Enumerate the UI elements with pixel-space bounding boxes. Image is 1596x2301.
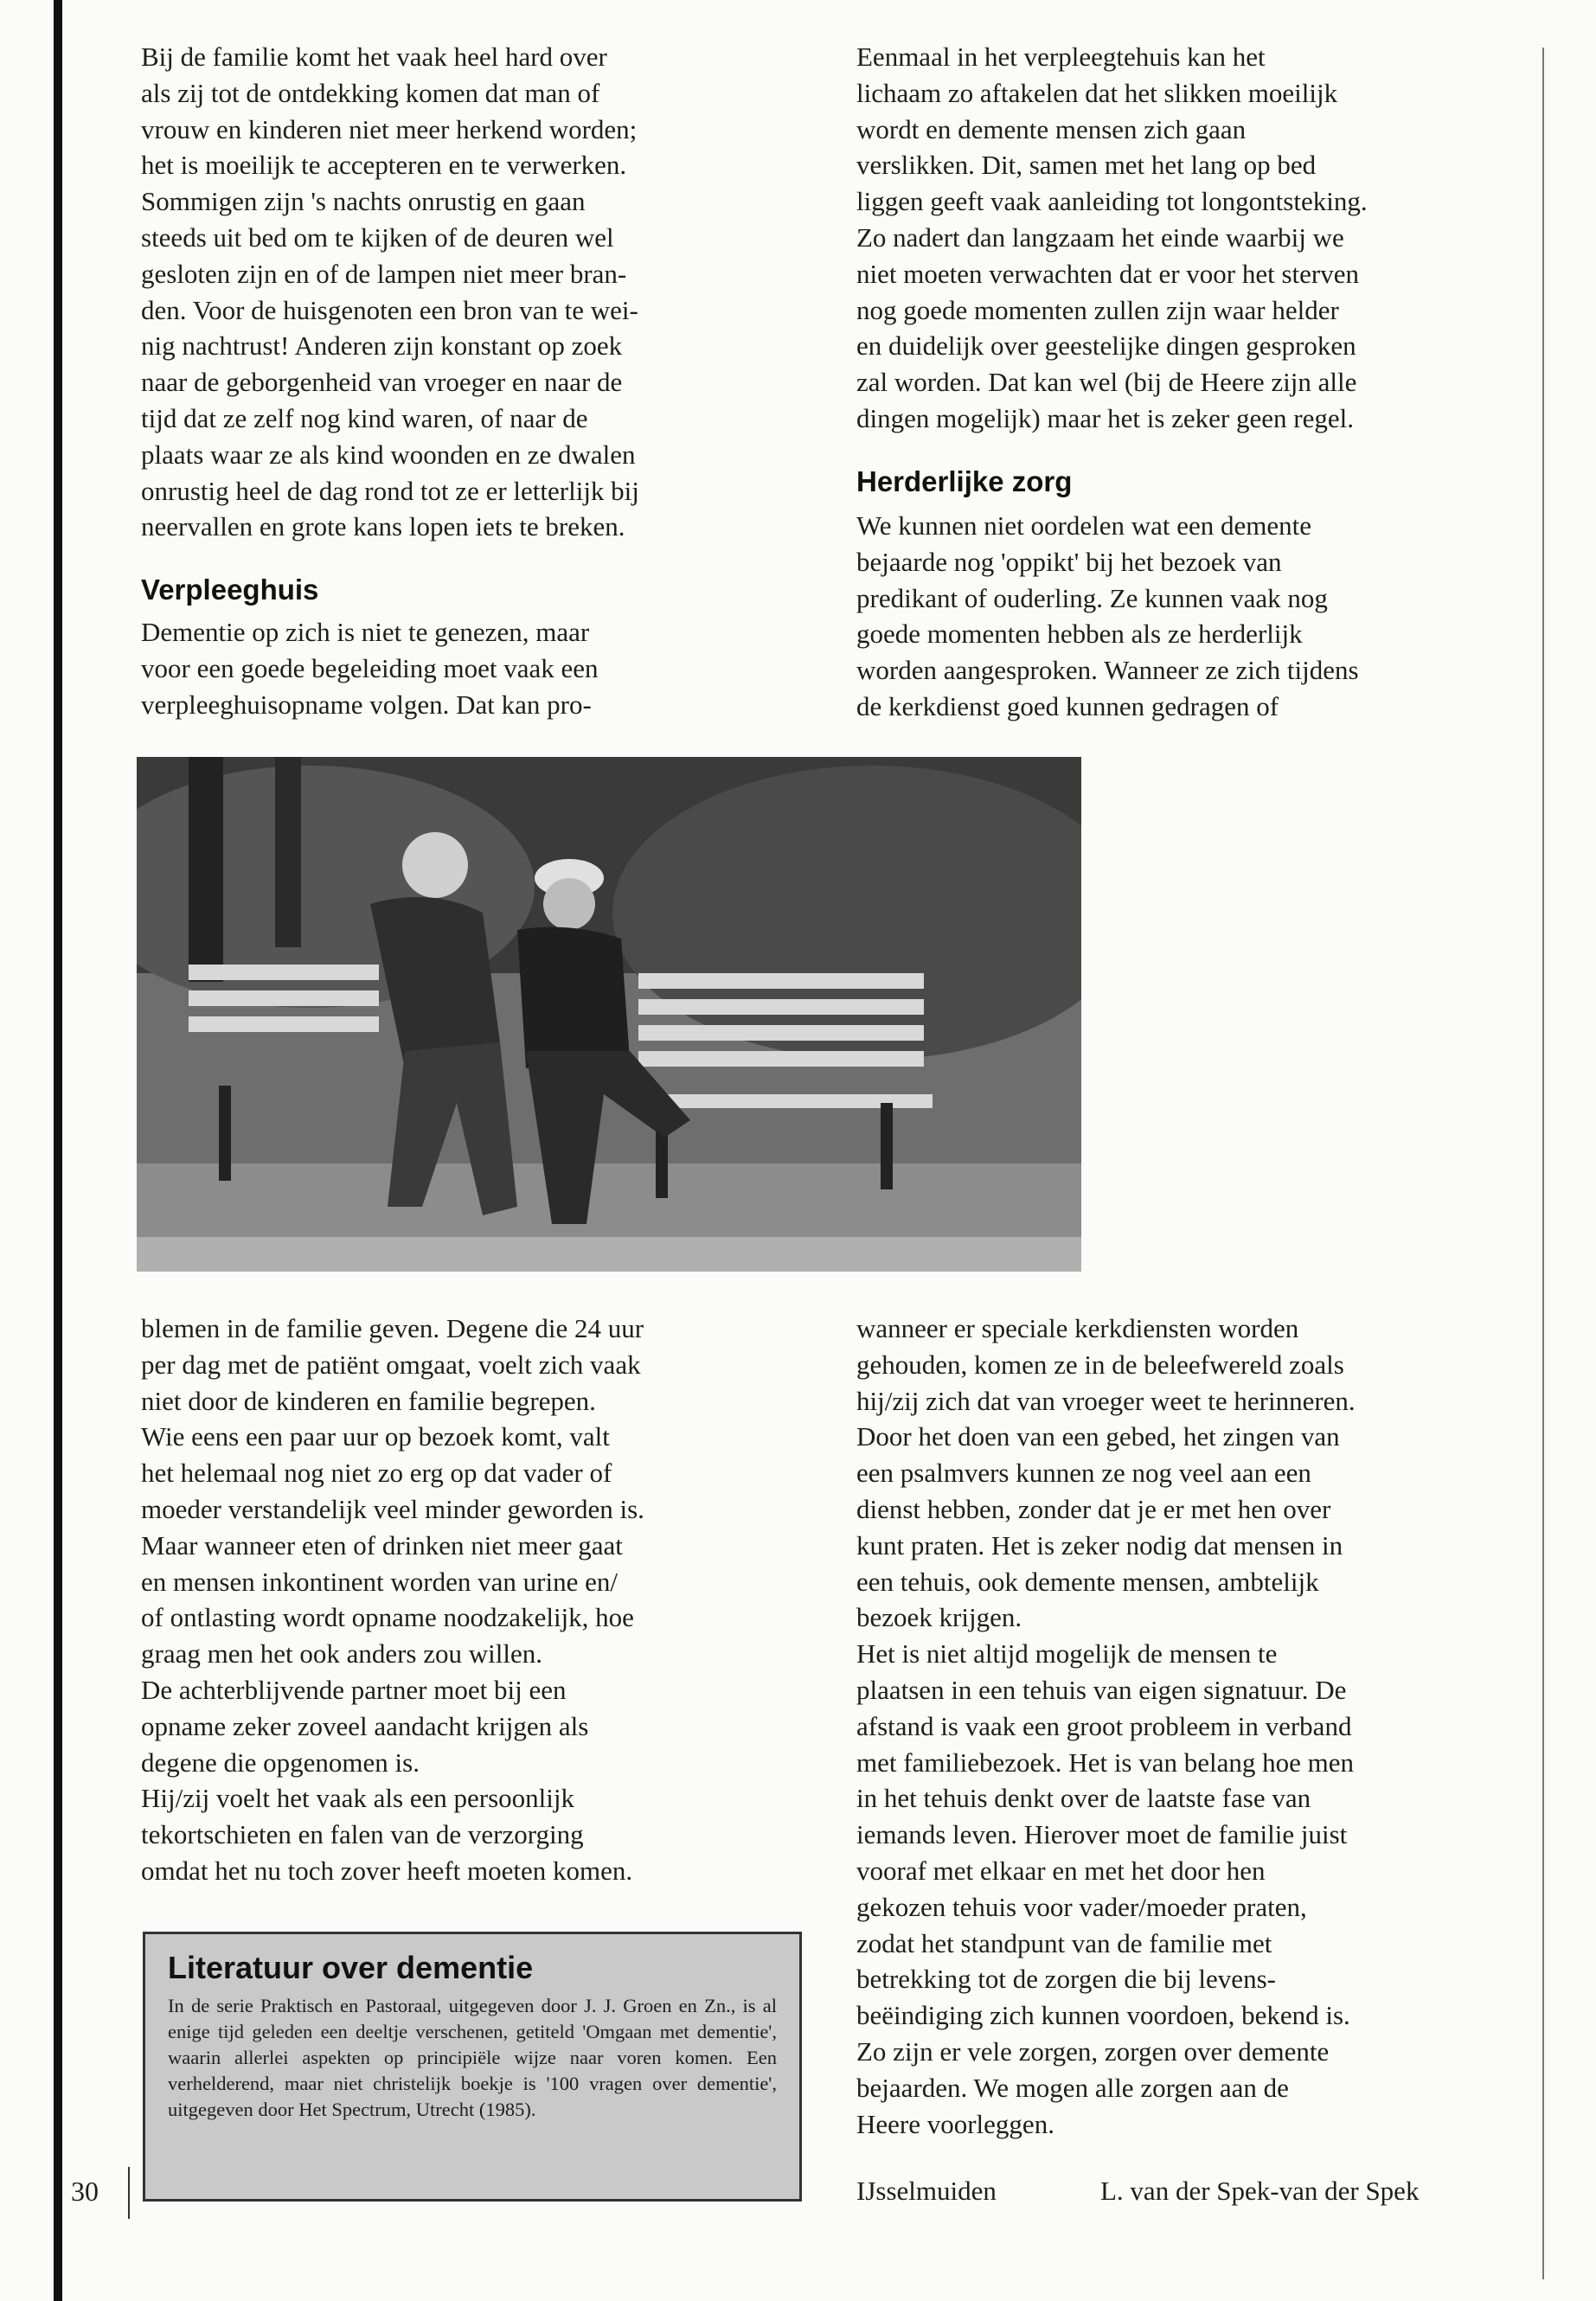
top-right-text [856,39,1368,437]
text-line: het is moeilijk te accepteren en te verwerken. [141,150,627,181]
top-left-text [141,39,639,545]
text-line: verslikken. Dit, samen met het lang op bed [856,150,1317,181]
text-line: lichaam zo aftakelen dat het slikken moeilijk [856,77,1338,108]
text-line: en duidelijk over geestelijke dingen gesproken [856,330,1356,362]
text-line: gehouden, komen ze in de beleefwereld zoals [856,1349,1344,1380]
verpleeghuis-text [141,614,599,722]
text-line: De achterblijvende partner moet bij een [141,1674,567,1705]
text-line: moeder verstandelijk veel minder geworden is. [141,1493,644,1524]
section-verpleeghuis [141,571,599,722]
signature-place: IJsselmuiden [856,2176,997,2206]
text-line: graag men het ook anders zou willen. [141,1638,542,1670]
text-line: verpleeghuisopname volgen. Dat kan pro- [141,689,592,720]
text-line: onrustig heel de dag rond tot ze er letterlijk bij [141,475,639,506]
text-line: voor een goede begeleiding moet vaak een [141,652,599,683]
text-line: Door het doen van een gebed, het zingen van [856,1421,1340,1452]
text-line: een psalmvers kunnen ze nog veel aan een [856,1458,1311,1489]
text-line: hij/zij zich dat van vroeger weet te herinneren. [856,1385,1356,1416]
text-line: tijd dat ze zelf nog kind waren, of naar de [141,402,588,433]
text-line: bejaarde nog 'oppikt' bij het bezoek van [856,546,1282,577]
page-edge-bar [54,0,62,2301]
text-line: Wie eens een paar uur op bezoek komt, valt [141,1421,610,1452]
text-line: plaats waar ze als kind woonden en ze dwalen [141,439,636,470]
photo-two-men-on-bench [137,757,1081,1272]
text-line: steeds uit bed om te kijken of de deuren wel [141,221,614,253]
text-line: nig nachtrust! Anderen zijn konstant op zoek [141,330,623,362]
text-line: wanneer er speciale kerkdiensten worden [856,1313,1299,1343]
text-line: naar de geborgenheid van vroeger en naar de [141,367,623,398]
section-herderlijke [856,463,1359,725]
text-line: als zij tot de ontdekking komen dat man of [141,77,600,108]
text-line: niet door de kinderen en familie begrepen. [141,1385,596,1416]
text-line: dienst hebben, zonder dat je er met hen over [856,1493,1331,1524]
text-line: gekozen tehuis voor vader/moeder praten, [856,1891,1307,1922]
text-line: opname zeker zoveel aandacht krijgen als [141,1710,589,1741]
text-line: Bij de familie komt het vaak heel hard over [141,42,607,72]
text-line: blemen in de familie geven. Degene die 24 uur [141,1313,644,1343]
text-line: Het is niet altijd mogelijk de mensen te [856,1638,1278,1670]
text-line: met familiebezoek. Het is van belang hoe men [856,1747,1355,1778]
text-line: plaatsen in een tehuis van eigen signatuur. De [856,1674,1347,1705]
text-line: beëindiging zich kunnen voordoen, bekend is. [856,2000,1350,2031]
signature-author: L. van der Spek-van der Spek [1100,2176,1420,2206]
text-line: bejaarden. We mogen alle zorgen aan de [856,2072,1289,2103]
literature-box [143,1932,802,2202]
text-line: omdat het nu toch zover heeft moeten komen. [141,1855,633,1886]
text-line: of ontlasting wordt opname noodzakelijk, hoe [141,1602,634,1633]
herderlijke-text [856,508,1359,725]
text-line: Eenmaal in het verpleegtehuis kan het [856,42,1266,72]
text-line: zal worden. Dat kan wel (bij de Heere zijn alle [856,367,1357,398]
text-line: wordt en demente mensen zich gaan [856,113,1247,144]
text-line: worden aangesproken. Wanneer ze zich tijdens [856,655,1359,686]
text-line: Dementie op zich is niet te genezen, maar [141,617,590,647]
text-line: vooraf met elkaar en met het door hen [856,1855,1266,1886]
text-line: Maar wanneer eten of drinken niet meer gaat [141,1529,623,1561]
page-number: 30 [71,2176,99,2207]
text-line: tekortschieten en falen van de verzorging [141,1819,584,1850]
text-line: nog goede momenten zullen zijn waar helder [856,294,1339,325]
text-line: zodat het standpunt van de familie met [856,1927,1272,1958]
heading-verpleeghuis: Verpleeghuis [141,574,319,606]
literature-title: Literatuur over dementie [168,1950,534,1985]
text-line: predikant of ouderling. Ze kunnen vaak nog [856,582,1328,613]
text-line: kunt praten. Het is zeker nodig dat mensen in [856,1529,1343,1561]
text-line: per dag met de patiënt omgaat, voelt zich vaak [141,1349,641,1380]
text-line: afstand is vaak een groot probleem in verband [856,1710,1352,1741]
heading-herderlijke-zorg: Herderlijke zorg [856,465,1073,497]
text-line: en mensen inkontinent worden van urine en/ [141,1566,618,1597]
bottom-right-text [856,1311,1356,2142]
text-line: Hij/zij voelt het vaak als een persoonlijk [141,1783,575,1814]
text-line: goede momenten hebben als ze herderlijk [856,619,1303,650]
text-line: den. Voor de huisgenoten een bron van te wei- [141,294,638,325]
text-line: liggen geeft vaak aanleiding tot longontsteking. [856,186,1368,217]
text-line: Zo nadert dan langzaam het einde waarbij we [856,221,1344,253]
text-line: We kunnen niet oordelen wat een demente [856,510,1312,541]
text-line: iemands leven. Hierover moet de familie juist [856,1819,1348,1850]
text-line: bezoek krijgen. [856,1602,1022,1633]
text-line: Zo zijn er vele zorgen, zorgen over demente [856,2035,1330,2067]
text-line: in het tehuis denkt over de laatste fase van [856,1783,1311,1814]
text-line: het helemaal nog niet zo erg op dat vader of [141,1458,612,1489]
text-line: de kerkdienst goed kunnen gedragen of [856,690,1279,721]
text-line: vrouw en kinderen niet meer herkend worden; [141,113,638,144]
text-line: betrekking tot de zorgen die bij levens- [856,1964,1276,1995]
text-line: degene die opgenomen is. [141,1747,420,1778]
text-line: Heere voorleggen. [856,2108,1054,2139]
literature-body: In de serie Praktisch en Pastoraal, uitgegeven door J. J. Groen en Zn., is al enige tijd geleden een deeltje verschenen, getiteld 'Omgaan met dementie', waarin allerlei aspekten op principiële wijze naar voren komen. Een verhelderend, maar niet christelijk boekje is '100 vragen over dementie', uitgegeven door Het Spectrum, Utrecht (1985). [168,1995,777,2120]
text-line: niet moeten verwachten dat er voor het sterven [856,258,1360,289]
bottom-left-text [141,1311,644,1889]
right-margin-line [1542,48,1544,2279]
text-line: neervallen en grote kans lopen iets te breken. [141,511,625,542]
text-line: een tehuis, ook demente mensen, ambtelijk [856,1566,1319,1597]
text-line: gesloten zijn en of de lampen niet meer bran- [141,258,627,289]
page-number-rule [128,2167,130,2219]
text-line: dingen mogelijk) maar het is zeker geen regel. [856,402,1354,433]
text-line: Sommigen zijn 's nachts onrustig en gaan [141,186,586,217]
